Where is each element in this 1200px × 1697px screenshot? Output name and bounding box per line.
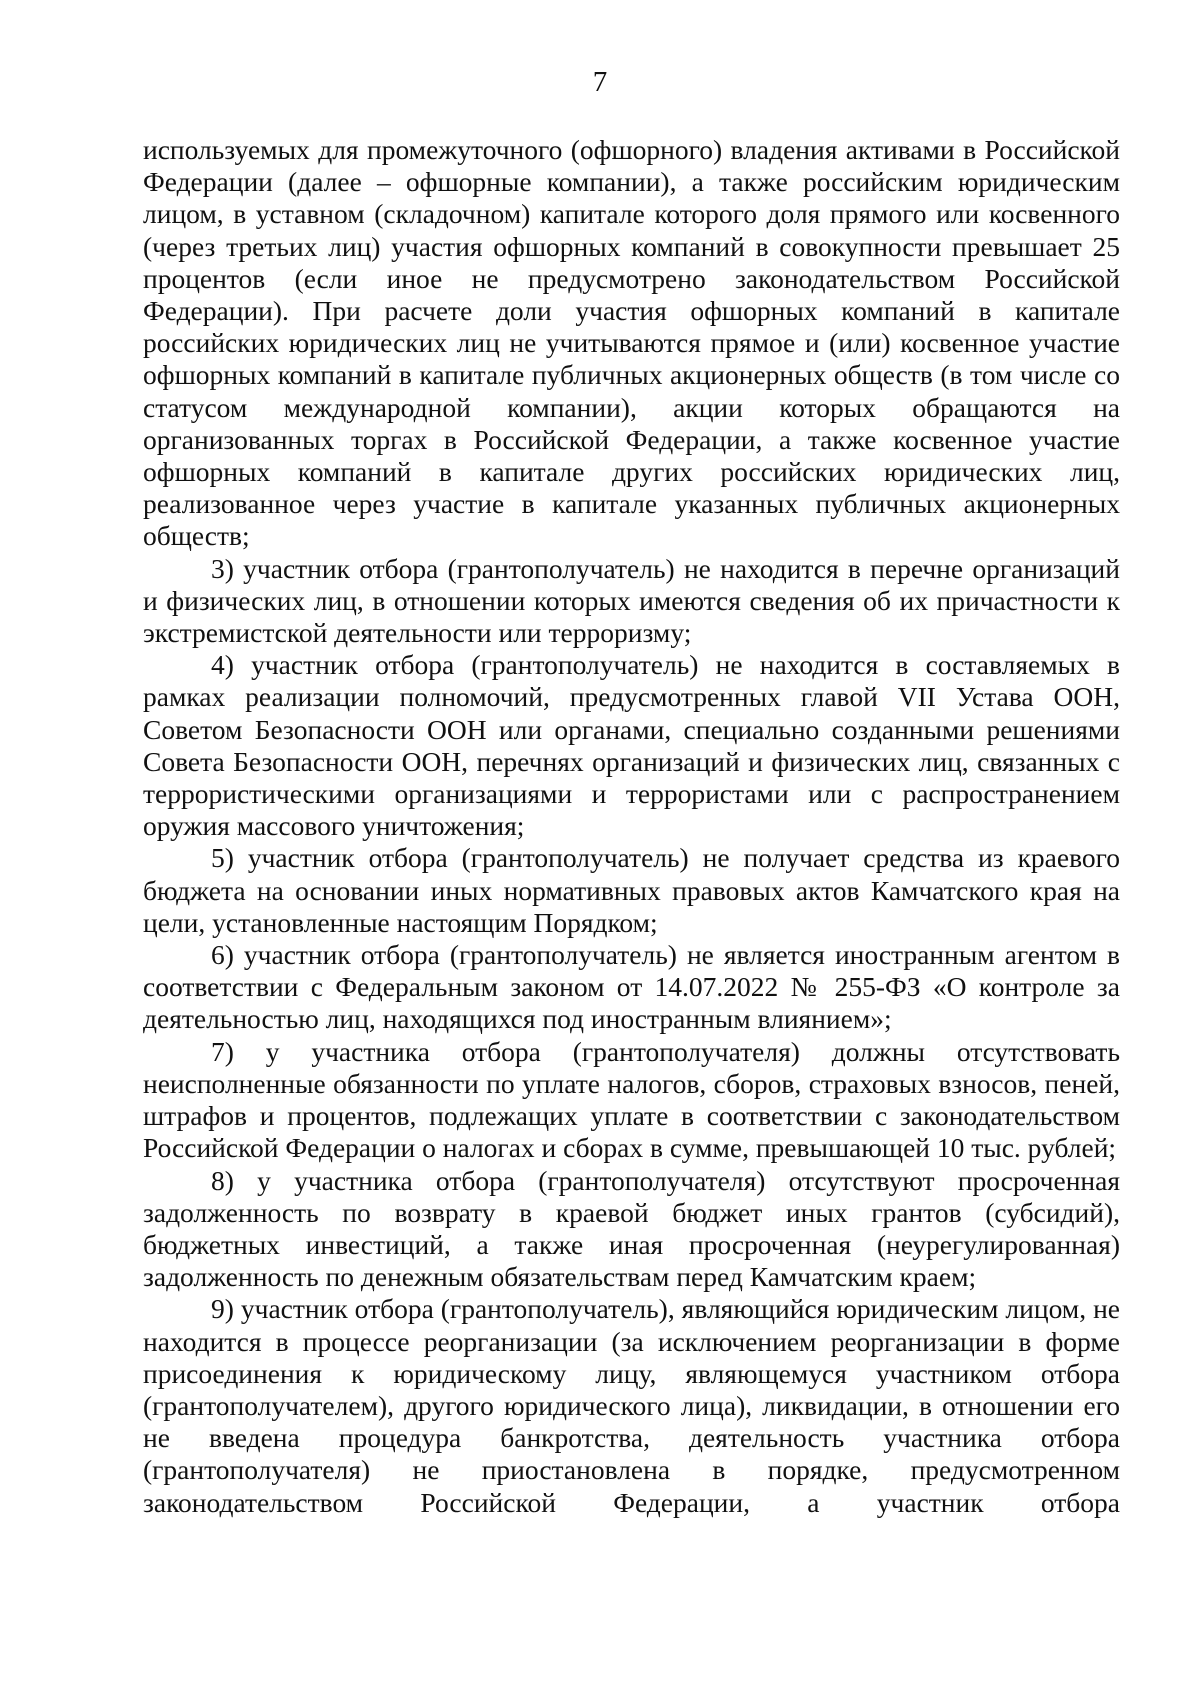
page-number: 7	[592, 66, 608, 98]
paragraph-item-8: 8) у участника отбора (грантополучателя) отсутствуют просроченная задолженность по возврату в краевой бюджет иных грантов (субсидий), бюджетных инвестиций, а также иная просроченная (неурегулированная) задолженность по денежным обязательствам перед Камчатским краем;	[143, 1164, 1120, 1293]
paragraph-item-3: 3) участник отбора (грантополучатель) не находится в перечне организаций и физических лиц, в отношении которых имеются сведения об их причастности к экстремистской деятельности или терроризму;	[143, 552, 1120, 649]
paragraph-item-7: 7) у участника отбора (грантополучателя) должны отсутствовать неисполненные обязанности по уплате налогов, сборов, страховых взносов, пеней, штрафов и процентов, подлежащих уплате в соответствии с законодательством Российской Федерации о налогах и сборах в сумме, превышающей 10 тыс. рублей;	[143, 1035, 1120, 1164]
document-body	[143, 134, 1120, 1519]
paragraph-item-6: 6) участник отбора (грантополучатель) не является иностранным агентом в соответствии с Федеральным законом от 14.07.2022 № 255-ФЗ «О контроле за деятельностью лиц, находящихся под иностранным влиянием»;	[143, 939, 1120, 1035]
paragraph-item-5: 5) участник отбора (грантополучатель) не получает средства из краевого бюджета на основании иных нормативных правовых актов Камчатского края на цели, установленные настоящим Порядком;	[143, 842, 1120, 938]
paragraph-item-4: 4) участник отбора (грантополучатель) не находится в составляемых в рамках реализации полномочий, предусмотренных главой VII Устава ООН, Советом Безопасности ООН или органами, специально созданными решениями Совета Безопасности ООН, перечнях организаций и физических лиц, связанных с террористическими организациями и террористами или с распространением оружия массового уничтожения;	[143, 649, 1120, 842]
paragraph-continuation: используемых для промежуточного (офшорного) владения активами в Российской Федерации (далее – офшорные компании), а также российским юридическим лицом, в уставном (складочном) капитале которого доля прямого или косвенного (через третьих лиц) участия офшорных компаний в совокупности превышает 25 процентов (если иное не предусмотрено законодательством Российской Федерации). При расчете доли участия офшорных компаний в капитале российских юридических лиц не учитываются прямое и (или) косвенное участие офшорных компаний в капитале публичных акционерных обществ (в том числе со статусом международной компании), акции которых обращаются на организованных торгах в Российской Федерации, а также косвенное участие офшорных компаний в капитале других российских юридических лиц, реализованное через участие в капитале указанных публичных акционерных обществ;	[143, 134, 1120, 552]
paragraph-item-9: 9) участник отбора (грантополучатель), являющийся юридическим лицом, не находится в процессе реорганизации (за исключением реорганизации в форме присоединения к юридическому лицу, являющемуся участником отбора (грантополучателем), другого юридического лица), ликвидации, в отношении его не введена процедура банкротства, деятельность участника отбора (грантополучателя) не приостановлена в порядке, предусмотренном законодательством Российской Федерации, а участник отбора	[143, 1293, 1120, 1518]
